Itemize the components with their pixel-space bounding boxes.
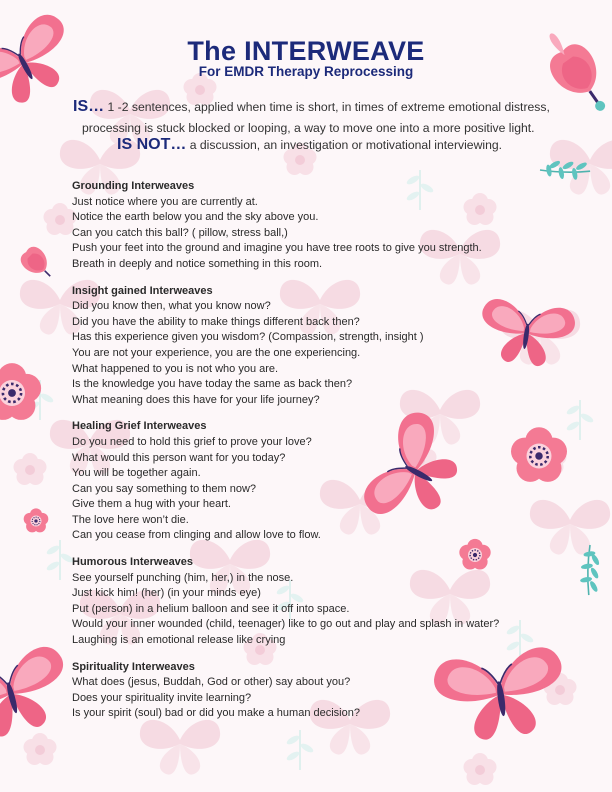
section-insight bbox=[72, 284, 492, 409]
list-item: Can you catch this ball? ( pillow, stress ball,) bbox=[72, 226, 288, 239]
list-item: Just notice where you are currently at. bbox=[72, 195, 258, 208]
is-not-keyword: IS NOT… bbox=[117, 136, 187, 153]
section-humorous bbox=[72, 555, 500, 649]
list-item: What meaning does this have for your life journey? bbox=[72, 393, 320, 406]
list-item: Can you cease from clinging and allow love to flow. bbox=[72, 529, 321, 542]
list-item: Put (person) in a helium balloon and see it off into space. bbox=[72, 602, 350, 615]
section-spirituality bbox=[72, 660, 492, 722]
list-item: Breath in deeply and notice something in this room. bbox=[72, 257, 323, 270]
list-item: Just kick him! (her) (in your minds eye) bbox=[72, 587, 261, 600]
list-item: Laughing is an emotional release like crying bbox=[72, 634, 286, 647]
flower-icon bbox=[511, 427, 567, 482]
list-item: Did you have the ability to make things different back then? bbox=[72, 315, 360, 328]
section-healing-grief bbox=[72, 419, 492, 544]
leaf-sprig-icon bbox=[539, 144, 593, 194]
list-item: Did you know then, what you know now? bbox=[72, 300, 271, 313]
page-subtitle: For EMDR Therapy Reprocessing bbox=[198, 64, 414, 79]
list-item: Give them a hug with your heart. bbox=[72, 498, 231, 511]
section-grounding bbox=[72, 179, 492, 273]
is-keyword: IS… bbox=[73, 98, 105, 115]
is-not-definition bbox=[117, 136, 502, 154]
list-item: Does your spirituality invite learning? bbox=[72, 691, 252, 704]
list-item: What does (jesus, Buddah, God or other) say about you? bbox=[72, 676, 351, 689]
flower-icon bbox=[0, 363, 41, 420]
is-definition-line1 bbox=[73, 98, 550, 116]
leaf-sprig-icon bbox=[566, 544, 612, 598]
list-item: Is your spirit (soul) bad or did you make a human decision? bbox=[72, 707, 360, 720]
section-title: Healing Grief Interweaves bbox=[72, 420, 207, 433]
list-item: See yourself punching (him, her,) in the nose. bbox=[72, 571, 294, 584]
list-item: Push your feet into the ground and imagine you have tree roots to give you strength. bbox=[72, 242, 482, 255]
section-title: Insight gained Interweaves bbox=[72, 284, 213, 297]
list-item: The love here won’t die. bbox=[72, 513, 189, 526]
tulip-icon bbox=[17, 243, 59, 285]
list-item: Do you need to hold this grief to prove your love? bbox=[72, 435, 312, 448]
is-definition-line2: processing is stuck blocked or looping, a way to move one into a more positive light. bbox=[82, 121, 535, 135]
section-title: Spirituality Interweaves bbox=[72, 660, 195, 673]
section-title: Humorous Interweaves bbox=[72, 556, 194, 569]
is-text-1: 1 -2 sentences, applied when time is short, in times of extreme emotional distress, bbox=[104, 100, 550, 114]
section-title: Grounding Interweaves bbox=[72, 180, 195, 192]
list-item: Has this experience given you wisdom? (Compassion, strength, insight ) bbox=[72, 331, 424, 344]
list-item: What happened to you is not who you are. bbox=[72, 362, 279, 375]
is-not-text: a discussion, an investigation or motivational interviewing. bbox=[186, 138, 503, 152]
page-title: The INTERWEAVE bbox=[187, 36, 425, 66]
list-item: You are not your experience, you are the one experiencing. bbox=[72, 346, 361, 359]
flower-icon bbox=[24, 508, 49, 532]
list-item: What would this person want for you today? bbox=[72, 451, 286, 464]
list-item: Would your inner wounded (child, teenager) like to go out and play and splash in water? bbox=[72, 618, 500, 631]
list-item: Is the knowledge you have today the same as back then? bbox=[72, 378, 353, 391]
list-item: Can you say something to them now? bbox=[72, 482, 257, 495]
list-item: You will be together again. bbox=[72, 467, 201, 480]
list-item: Notice the earth below you and the sky above you. bbox=[72, 211, 319, 224]
butterfly-icon bbox=[0, 643, 77, 747]
interweave-sections bbox=[72, 179, 500, 733]
